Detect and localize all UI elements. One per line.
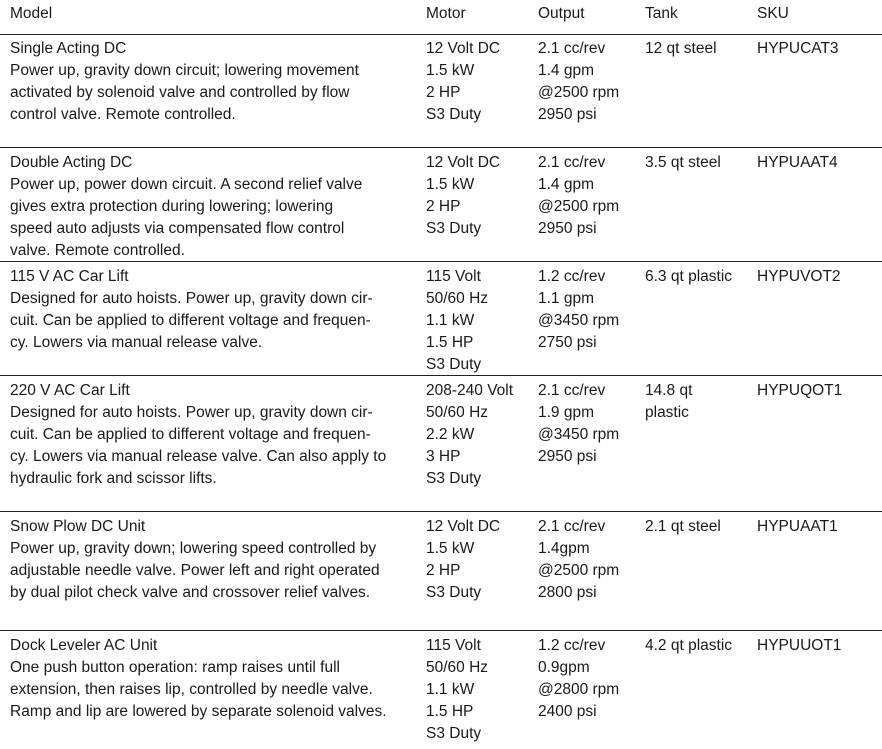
table-row <box>0 631 882 749</box>
cell-motor <box>426 152 500 240</box>
cell-output-line: @2500 rpm <box>538 562 620 579</box>
cell-model-line: cy. Lowers via manual release valve. Can also apply to <box>10 448 387 465</box>
cell-model-line: Single Acting DC <box>10 40 127 57</box>
cell-motor-line: 12 Volt DC <box>426 40 501 57</box>
cell-sku-line: HYPUVOT2 <box>757 268 841 285</box>
cell-motor-line: S3 Duty <box>426 220 482 237</box>
cell-model <box>10 516 380 604</box>
cell-model <box>10 38 359 126</box>
cell-motor <box>426 266 488 376</box>
cell-output-line: 2.1 cc/rev <box>538 518 606 535</box>
table-row <box>0 376 882 512</box>
cell-tank <box>645 516 721 538</box>
cell-model-line: gives extra protection during lowering; lowering <box>10 198 334 215</box>
cell-model-line: Designed for auto hoists. Power up, gravity down cir- <box>10 290 373 307</box>
cell-sku <box>757 266 841 288</box>
cell-model <box>10 380 386 490</box>
cell-tank-line: plastic <box>645 404 689 421</box>
cell-model-line: Dock Leveler AC Unit <box>10 637 158 654</box>
cell-model <box>10 152 362 262</box>
cell-output-line: 2.1 cc/rev <box>538 154 606 171</box>
cell-motor-line: 1.5 HP <box>426 334 474 351</box>
cell-output-line: 1.4gpm <box>538 540 590 557</box>
cell-motor <box>426 38 500 126</box>
cell-motor-line: 1.5 HP <box>426 703 474 720</box>
cell-sku-line: HYPUAAT1 <box>757 518 838 535</box>
cell-tank-line: 6.3 qt plastic <box>645 268 733 285</box>
cell-output <box>538 266 619 354</box>
header-output: Output <box>538 5 585 22</box>
cell-motor-line: 50/60 Hz <box>426 404 489 421</box>
cell-output-line: 1.4 gpm <box>538 62 595 79</box>
table-row <box>0 512 882 631</box>
cell-sku <box>757 380 842 402</box>
cell-model-line: Snow Plow DC Unit <box>10 518 146 535</box>
cell-model-line: by dual pilot check valve and crossover relief valves. <box>10 584 371 601</box>
table-row <box>0 34 882 148</box>
cell-model-line: cy. Lowers via manual release valve. <box>10 334 263 351</box>
cell-model-line: Ramp and lip are lowered by separate solenoid valves. <box>10 703 387 720</box>
cell-output-line: @2500 rpm <box>538 198 620 215</box>
cell-tank-line: 14.8 qt <box>645 382 693 399</box>
header-motor: Motor <box>426 5 466 22</box>
cell-tank <box>645 266 732 288</box>
cell-model-line: hydraulic fork and scissor lifts. <box>10 470 217 487</box>
cell-motor-line: 1.1 kW <box>426 312 475 329</box>
cell-tank <box>645 635 732 657</box>
cell-motor-line: S3 Duty <box>426 725 482 742</box>
header-sku: SKU <box>757 5 789 22</box>
cell-output-line: 1.2 cc/rev <box>538 268 606 285</box>
cell-sku <box>757 635 841 657</box>
cell-model-line: 220 V AC Car Lift <box>10 382 130 399</box>
cell-output <box>538 38 619 126</box>
cell-motor-line: 2.2 kW <box>426 426 475 443</box>
cell-sku-line: HYPUUOT1 <box>757 637 842 654</box>
cell-tank <box>645 380 692 424</box>
cell-model-line: control valve. Remote controlled. <box>10 106 236 123</box>
cell-model-line: speed auto adjusts via compensated flow control <box>10 220 345 237</box>
cell-motor <box>426 380 513 490</box>
cell-model-line: extension, then raises lip, controlled by needle valve. <box>10 681 373 698</box>
cell-motor-line: 50/60 Hz <box>426 290 489 307</box>
cell-model-line: Power up, power down circuit. A second relief valve <box>10 176 363 193</box>
table-row <box>0 148 882 262</box>
cell-motor-line: S3 Duty <box>426 470 482 487</box>
header-model: Model <box>10 5 53 22</box>
cell-output-line: @2800 rpm <box>538 681 620 698</box>
cell-tank-line: 4.2 qt plastic <box>645 637 733 654</box>
cell-tank-line: 12 qt steel <box>645 40 717 57</box>
cell-output-line: @3450 rpm <box>538 426 620 443</box>
cell-model-line: Power up, gravity down; lowering speed controlled by <box>10 540 377 557</box>
cell-model <box>10 266 373 354</box>
cell-motor-line: 1.5 kW <box>426 540 475 557</box>
cell-model-line: cuit. Can be applied to different voltage and frequen- <box>10 312 371 329</box>
cell-motor-line: 1.5 kW <box>426 62 475 79</box>
header-tank: Tank <box>645 5 678 22</box>
cell-output-line: @3450 rpm <box>538 312 620 329</box>
cell-motor-line: 50/60 Hz <box>426 659 489 676</box>
cell-output <box>538 152 619 240</box>
cell-output-line: 2.1 cc/rev <box>538 40 606 57</box>
cell-output-line: 2400 psi <box>538 703 597 720</box>
cell-tank <box>645 38 717 60</box>
cell-tank-line: 3.5 qt steel <box>645 154 721 171</box>
cell-output-line: 2.1 cc/rev <box>538 382 606 399</box>
cell-motor-line: 12 Volt DC <box>426 518 501 535</box>
cell-output <box>538 516 619 604</box>
cell-motor-line: 115 Volt <box>426 268 481 285</box>
cell-output-line: 1.4 gpm <box>538 176 595 193</box>
cell-output-line: 0.9gpm <box>538 659 590 676</box>
cell-model <box>10 635 387 723</box>
cell-sku <box>757 152 838 174</box>
cell-model-line: adjustable needle valve. Power left and right operated <box>10 562 380 579</box>
cell-output-line: 1.9 gpm <box>538 404 595 421</box>
cell-output-line: 2750 psi <box>538 334 597 351</box>
cell-sku-line: HYPUAAT4 <box>757 154 838 171</box>
cell-motor-line: 3 HP <box>426 448 461 465</box>
cell-sku-line: HYPUQOT1 <box>757 382 843 399</box>
cell-output-line: 2950 psi <box>538 106 597 123</box>
cell-output-line: 1.1 gpm <box>538 290 595 307</box>
cell-model-line: valve. Remote controlled. <box>10 242 185 259</box>
cell-motor-line: 2 HP <box>426 84 461 101</box>
cell-output-line: 2950 psi <box>538 448 597 465</box>
cell-motor-line: S3 Duty <box>426 106 482 123</box>
cell-motor <box>426 635 488 745</box>
cell-output-line: 2950 psi <box>538 220 597 237</box>
cell-motor-line: 1.1 kW <box>426 681 475 698</box>
cell-motor-line: 2 HP <box>426 198 461 215</box>
cell-motor-line: 2 HP <box>426 562 461 579</box>
cell-model-line: cuit. Can be applied to different voltage and frequen- <box>10 426 371 443</box>
cell-motor-line: 1.5 kW <box>426 176 475 193</box>
cell-model-line: One push button operation: ramp raises until full <box>10 659 340 676</box>
cell-model-line: activated by solenoid valve and controlled by flow <box>10 84 350 101</box>
cell-motor-line: 12 Volt DC <box>426 154 501 171</box>
cell-output-line: 2800 psi <box>538 584 597 601</box>
cell-sku <box>757 38 839 60</box>
cell-output-line: @2500 rpm <box>538 84 620 101</box>
cell-motor <box>426 516 500 604</box>
cell-motor-line: 208-240 Volt <box>426 382 514 399</box>
cell-output-line: 1.2 cc/rev <box>538 637 606 654</box>
cell-model-line: Double Acting DC <box>10 154 133 171</box>
cell-sku <box>757 516 838 538</box>
cell-output <box>538 380 619 468</box>
cell-model-line: Power up, gravity down circuit; lowering movement <box>10 62 359 79</box>
cell-sku-line: HYPUCAT3 <box>757 40 839 57</box>
cell-tank <box>645 152 721 174</box>
cell-tank-line: 2.1 qt steel <box>645 518 721 535</box>
table-header <box>0 0 882 35</box>
cell-model-line: 115 V AC Car Lift <box>10 268 129 285</box>
cell-motor-line: 115 Volt <box>426 637 481 654</box>
cell-output <box>538 635 619 723</box>
cell-model-line: Designed for auto hoists. Power up, gravity down cir- <box>10 404 373 421</box>
table-row <box>0 262 882 376</box>
cell-motor-line: S3 Duty <box>426 584 482 601</box>
cell-motor-line: S3 Duty <box>426 356 482 373</box>
